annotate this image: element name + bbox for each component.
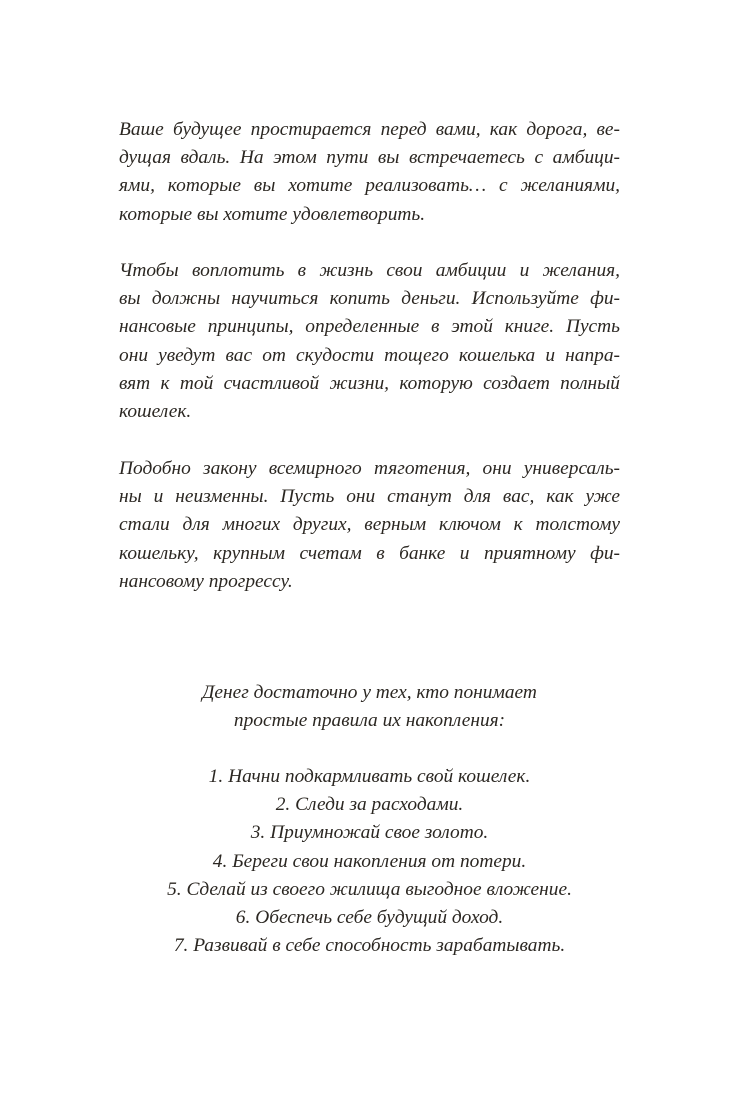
motto-line: простые правила их накопления:	[233, 710, 506, 732]
rule-item: 4. Береги свои накопления от потери.	[212, 850, 527, 872]
rule-item: 5. Сделай из своего жилища выгодное вложение.	[167, 878, 572, 900]
paragraph-line: они уведут вас от скудости тощего кошелька и напра-	[119, 344, 620, 366]
paragraph-line: кошельку, крупным счетам в банке и приятному фи-	[119, 542, 620, 564]
paragraph-line: стали для многих других, верным ключом к толстому	[119, 514, 620, 536]
paragraph-line: которые вы хотите удовлетворить.	[119, 203, 426, 225]
paragraph-ambitions	[119, 257, 620, 426]
paragraph-line: вят к той счастливой жизни, которую создает полный	[119, 372, 620, 394]
paragraph-future-road	[119, 116, 620, 229]
paragraph-line: вы должны научиться копить деньги. Используйте фи-	[119, 288, 620, 310]
rule-item: 2. Следи за расходами.	[275, 794, 464, 816]
rule-item: 1. Начни подкармливать свой кошелек.	[208, 766, 531, 787]
paragraph-line: Чтобы воплотить в жизнь свои амбиции и желания,	[119, 260, 620, 281]
rules-list	[0, 763, 739, 960]
motto	[0, 679, 739, 735]
paragraph-line: Ваше будущее простирается перед вами, как дорога, ве-	[119, 119, 620, 140]
paragraph-line: Подобно закону всемирного тяготения, они универсаль-	[119, 458, 620, 479]
rule-item: 3. Приумножай свое золото.	[250, 822, 489, 844]
paragraph-line: ями, которые вы хотите реализовать… с желаниями,	[119, 175, 620, 197]
paragraph-line: нансовые принципы, определенные в этой книге. Пусть	[119, 316, 620, 338]
rule-item: 6. Обеспечь себе будущий доход.	[235, 907, 504, 929]
paragraph-line: нансовому прогрессу.	[119, 570, 293, 592]
paragraph-line: кошелек.	[119, 401, 192, 423]
paragraph-gravity-law	[119, 455, 620, 596]
rule-item: 7. Развивай в себе способность зарабатывать.	[173, 935, 566, 957]
paragraph-line: ны и неизменны. Пусть они станут для вас, как уже	[119, 486, 620, 508]
motto-line: Денег достаточно у тех, кто понимает	[202, 682, 537, 703]
paragraph-line: дущая вдаль. На этом пути вы встречаетесь с амбици-	[119, 147, 620, 169]
